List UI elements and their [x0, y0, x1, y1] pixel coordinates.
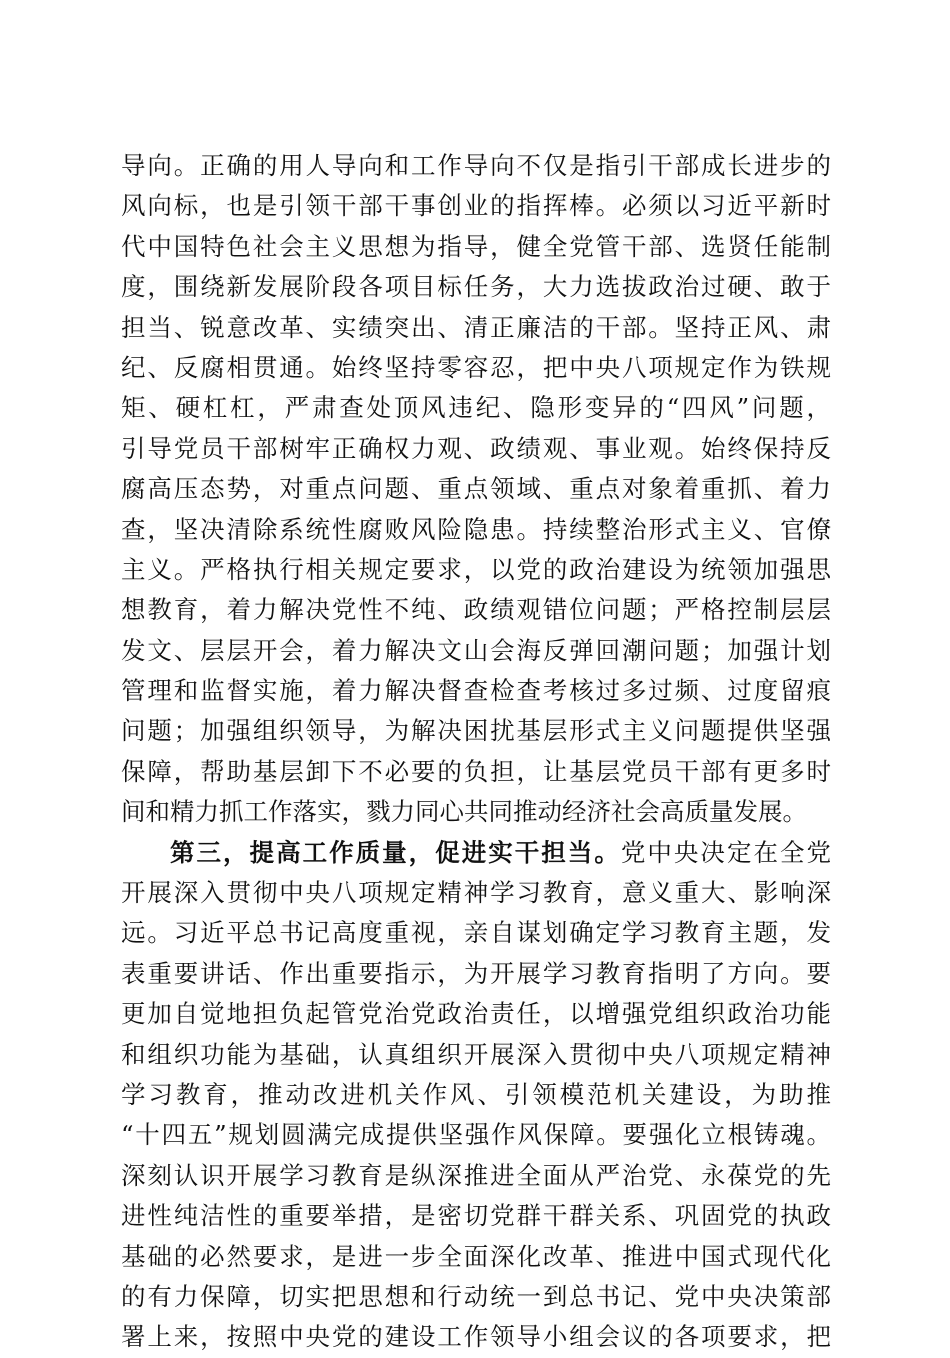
- text-line: 担当、锐意改革、实绩突出、清正廉洁的干部。坚持正风、肃: [121, 312, 831, 342]
- body-text: [121, 146, 831, 1358]
- text-line: 主义。严格执行相关规定要求，以党的政治建设为统领加强思: [121, 554, 831, 584]
- text-line: 基础的必然要求，是进一步全面深化改革、推进中国式现代化: [121, 1241, 831, 1271]
- text-line: 导向。正确的用人导向和工作导向不仅是指引干部成长进步的: [121, 151, 831, 180]
- text-line: 开展深入贯彻中央八项规定精神学习教育，意义重大、影响深: [121, 878, 831, 908]
- text-line: 查，坚决清除系统性腐败风险隐患。持续整治形式主义、官僚: [121, 514, 831, 544]
- text-line: 想教育，着力解决党性不纯、政绩观错位问题；严格控制层层: [121, 595, 831, 625]
- text-line: 保障，帮助基层卸下不必要的负担，让基层党员干部有更多时: [121, 756, 831, 786]
- text-line: 纪、反腐相贯通。始终坚持零容忍，把中央八项规定作为铁规: [121, 352, 831, 382]
- text-line: 表重要讲话、作出重要指示，为开展学习教育指明了方向。要: [121, 958, 831, 988]
- section-three-first-line-rest: 党中央决定在全党: [620, 837, 832, 867]
- text-line: 度，围绕新发展阶段各项目标任务，大力选拔政治过硬、敢于: [121, 272, 831, 302]
- text-line: 更加自觉地担负起管党治党政治责任，以增强党组织政治功能: [121, 999, 831, 1029]
- text-line: “十四五”规划圆满完成提供坚强作风保障。要强化立根铸魂。: [121, 1120, 831, 1150]
- section-three-first-line: [121, 833, 831, 873]
- text-line: 代中国特色社会主义思想为指导，健全党管干部、选贤任能制: [121, 231, 831, 261]
- text-line: 矩、硬杠杠，严肃查处顶风违纪、隐形变异的“四风”问题，: [121, 393, 831, 423]
- text-line: 腐高压态势，对重点问题、重点领域、重点对象着重抓、着力: [121, 474, 831, 504]
- text-line: 署上来，按照中央党的建设工作领导小组会议的各项要求，把: [121, 1322, 831, 1352]
- text-line: 学习教育，推动改进机关作风、引领模范机关建设，为助推: [121, 1079, 831, 1109]
- text-line: 发文、层层开会，着力解决文山会海反弹回潮问题；加强计划: [121, 635, 831, 665]
- text-line: 的有力保障，切实把思想和行动统一到总书记、党中央决策部: [121, 1281, 831, 1311]
- text-line: 进性纯洁性的重要举措，是密切党群干群关系、巩固党的执政: [121, 1201, 831, 1231]
- text-line: 引导党员干部树牢正确权力观、政绩观、事业观。始终保持反: [121, 433, 831, 463]
- text-line: 问题；加强组织领导，为解决困扰基层形式主义问题提供坚强: [121, 716, 831, 746]
- text-line: 间和精力抓工作落实，戮力同心共同推动经济社会高质量发展。: [121, 797, 807, 827]
- section-three-heading: 第三，提高工作质量，促进实干担当。: [170, 837, 621, 867]
- text-line: 深刻认识开展学习教育是纵深推进全面从严治党、永葆党的先: [121, 1160, 831, 1190]
- text-line: 管理和监督实施，着力解决督查检查考核过多过频、过度留痕: [121, 676, 831, 706]
- text-line: 远。习近平总书记高度重视，亲自谋划确定学习教育主题，发: [121, 918, 831, 948]
- text-line: 风向标，也是引领干部干事创业的指挥棒。必须以习近平新时: [121, 191, 831, 221]
- text-line: 和组织功能为基础，认真组织开展深入贯彻中央八项规定精神: [121, 1039, 831, 1069]
